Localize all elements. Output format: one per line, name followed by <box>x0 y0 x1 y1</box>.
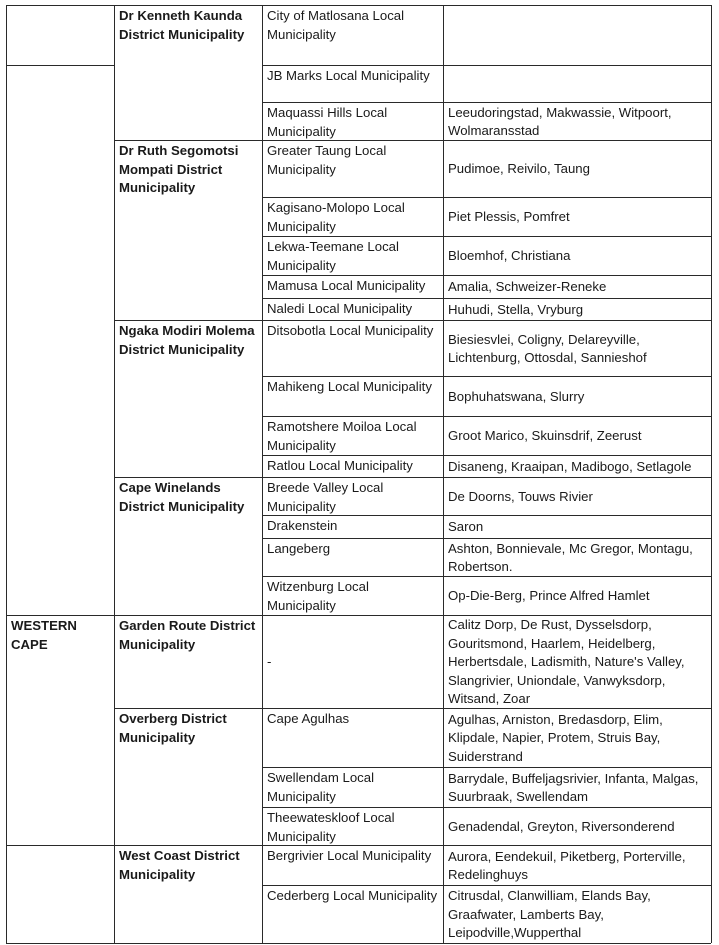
towns-cell <box>443 65 711 102</box>
local-municipality-cell: - <box>267 654 272 670</box>
district-cell: Garden Route District Municipality <box>119 618 256 652</box>
towns-cell: Groot Marico, Skuinsdrif, Zeerust <box>448 428 642 444</box>
province-cell <box>6 5 114 615</box>
local-municipality-cell: Langeberg <box>267 541 331 556</box>
district-cell: Dr Kenneth Kaunda District Municipality <box>119 8 245 42</box>
local-municipality-cell: Ratlou Local Municipality <box>267 458 413 473</box>
towns-cell: Huhudi, Stella, Vryburg <box>448 301 584 317</box>
local-municipality-cell: Mamusa Local Municipality <box>267 278 426 293</box>
towns-cell: Piet Plessis, Pomfret <box>448 209 570 225</box>
local-municipality-cell: Kagisano-Molopo Local Municipality <box>267 200 405 234</box>
towns-cell: Biesiesvlei, Coligny, Delareyville, Lichtenburg, Ottosdal, Sannieshof <box>448 331 647 365</box>
towns-cell: Leeudoringstad, Makwassie, Witpoort, Wolmaransstad <box>448 104 672 138</box>
district-cell: Dr Ruth Segomotsi Mompati District Municipality <box>119 143 239 195</box>
local-municipality-cell: Maquassi Hills Local Municipality <box>267 105 388 139</box>
column-rule <box>711 5 712 943</box>
towns-cell: Ashton, Bonnievale, Mc Gregor, Montagu, Robertson. <box>448 540 693 574</box>
towns-cell: Disaneng, Kraaipan, Madibogo, Setlagole <box>448 458 692 474</box>
province-cell: WESTERN CAPE <box>11 618 77 652</box>
local-municipality-cell: Drakenstein <box>267 518 338 533</box>
local-municipality-cell: Greater Taung Local Municipality <box>267 143 387 177</box>
table-bottom-rule <box>6 943 711 944</box>
towns-cell: Calitz Dorp, De Rust, Dysselsdorp, Gouritsmond, Haarlem, Heidelberg, Herbertsdale, Ladismith, Nature's Valley, Slangrivier, Uniondale, Vanwyksdorp, Witsand, Zoar <box>448 617 685 707</box>
local-municipality-cell: Naledi Local Municipality <box>267 301 413 316</box>
district-cell: Overberg District Municipality <box>119 711 227 745</box>
district-cell: Ngaka Modiri Molema District Municipality <box>119 323 255 357</box>
local-municipality-cell: Bergrivier Local Municipality <box>267 848 432 863</box>
towns-cell: Bophuhatswana, Slurry <box>448 388 585 404</box>
towns-cell: Aurora, Eendekuil, Piketberg, Porterville, Redelinghuys <box>448 848 686 882</box>
towns-cell <box>443 5 711 65</box>
towns-cell: Agulhas, Arniston, Bredasdorp, Elim, Klipdale, Napier, Protem, Struis Bay, Suiderstrand <box>448 711 663 764</box>
local-municipality-cell: Cederberg Local Municipality <box>267 888 438 903</box>
towns-cell: Saron <box>448 519 484 535</box>
towns-cell: Pudimoe, Reivilo, Taung <box>448 161 590 177</box>
local-municipality-cell: Mahikeng Local Municipality <box>267 379 432 394</box>
local-municipality-cell: Breede Valley Local Municipality <box>267 480 384 514</box>
towns-cell: Citrusdal, Clanwilliam, Elands Bay, Graafwater, Lamberts Bay, Leipodville,Wupperthal <box>448 888 651 941</box>
towns-cell: Amalia, Schweizer-Reneke <box>448 279 607 295</box>
local-municipality-cell: Lekwa-Teemane Local Municipality <box>267 239 399 273</box>
local-municipality-cell: Witzenburg Local Municipality <box>267 579 369 613</box>
towns-cell: Op-Die-Berg, Prince Alfred Hamlet <box>448 588 650 604</box>
district-cell: Cape Winelands District Municipality <box>119 480 245 514</box>
local-municipality-cell: Theewateskloof Local Municipality <box>267 810 395 844</box>
district-cell: West Coast District Municipality <box>119 848 240 882</box>
towns-cell: Barrydale, Buffeljagsrivier, Infanta, Malgas, Suurbraak, Swellendam <box>448 770 699 804</box>
towns-cell: Bloemhof, Christiana <box>448 248 571 264</box>
local-municipality-cell: Ramotshere Moiloa Local Municipality <box>267 419 417 453</box>
local-municipality-cell: City of Matlosana Local Municipality <box>267 8 405 42</box>
towns-cell: Genadendal, Greyton, Riversonderend <box>448 818 675 834</box>
local-municipality-cell: Cape Agulhas <box>267 711 350 726</box>
local-municipality-cell: JB Marks Local Municipality <box>267 68 430 83</box>
towns-cell: De Doorns, Touws Rivier <box>448 488 593 504</box>
province-cell <box>6 885 114 943</box>
local-municipality-cell: Swellendam Local Municipality <box>267 770 375 804</box>
local-municipality-cell: Ditsobotla Local Municipality <box>267 323 434 338</box>
